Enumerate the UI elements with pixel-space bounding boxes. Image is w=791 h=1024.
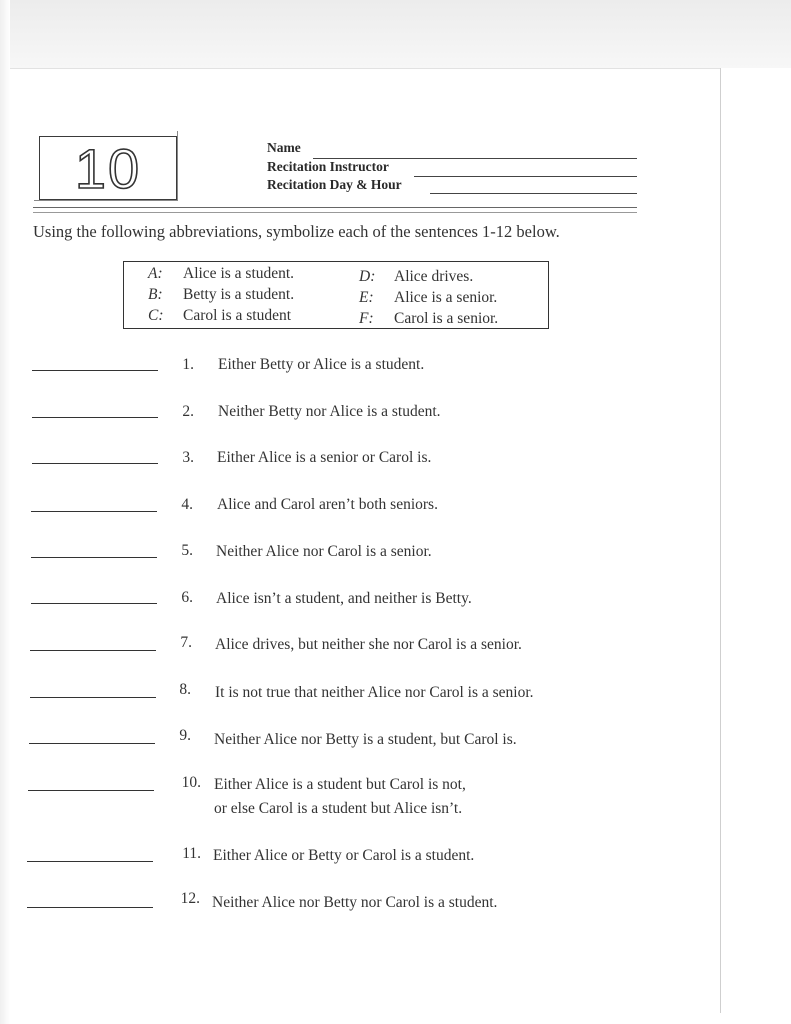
instructor-label: Recitation Instructor [267,159,389,174]
answer-blank-2[interactable] [32,417,158,418]
question-number: 5. [181,542,193,559]
question-number: 3. [182,449,194,466]
answer-blank-1[interactable] [32,370,158,371]
name-label: Name [267,140,301,155]
question-text: Neither Alice nor Betty is a student, but Carol is. [214,731,517,748]
question-number: 6. [181,589,193,606]
abbreviation-table: A: Alice is a student. B: Betty is a student. C: Carol is a student D: Alice drives. E: Alice is a senior. F: Carol is a senior. [123,261,549,329]
worksheet-number-box [39,136,177,200]
question-text: Either Alice is a senior or Carol is. [217,449,432,466]
question-number: 1. [182,356,194,373]
day-hour-label: Recitation Day & Hour [267,177,402,192]
instructions: Using the following abbreviations, symbolize each of the sentences 1-12 below. [33,222,560,241]
answer-blank-3[interactable] [32,463,158,464]
question-text: Alice drives, but neither she nor Carol is a senior. [215,636,522,653]
scan-shadow [0,0,791,68]
answer-blank-8[interactable] [30,697,156,698]
answer-blank-10[interactable] [28,790,154,791]
question-number: 4. [181,496,193,513]
question-text: Either Betty or Alice is a student. [218,356,425,373]
question-text [214,773,466,821]
question-number: 2. [182,403,194,420]
question-number: 10. [181,774,201,791]
header-separator-2 [33,212,637,213]
question-number: 9. [179,727,191,744]
question-number: 8. [179,681,191,698]
page-right-edge [720,68,721,1013]
answer-blank-6[interactable] [31,603,157,604]
header-separator [33,207,637,208]
answer-blank-4[interactable] [31,511,157,512]
answer-blank-9[interactable] [29,743,155,744]
instructor-field-line[interactable] [414,176,637,177]
question-number: 11. [182,845,201,862]
question-text: Neither Alice nor Betty nor Carol is a student. [212,894,498,911]
answer-blank-5[interactable] [31,557,157,558]
question-text: Neither Alice nor Carol is a senior. [216,543,432,560]
question-text: Alice and Carol aren’t both seniors. [217,496,438,513]
question-number: 12. [180,890,200,907]
worksheet-number: 10 [74,137,142,200]
answer-blank-12[interactable] [27,907,153,908]
question-text-line-1: Either Alice is a student but Carol is not, [214,776,466,793]
question-text: Neither Betty nor Alice is a student. [218,403,441,420]
question-text-line-2: or else Carol is a student but Alice isn’t. [214,800,463,817]
question-number: 7. [180,634,192,651]
scan-left-shadow [0,0,10,1024]
day-hour-field-line[interactable] [430,193,637,194]
question-text: Either Alice or Betty or Carol is a student. [213,847,475,864]
question-text: Alice isn’t a student, and neither is Betty. [216,590,472,607]
question-text: It is not true that neither Alice nor Carol is a senior. [215,684,534,701]
answer-blank-7[interactable] [30,650,156,651]
page-top-edge [10,68,720,69]
answer-blank-11[interactable] [27,861,153,862]
